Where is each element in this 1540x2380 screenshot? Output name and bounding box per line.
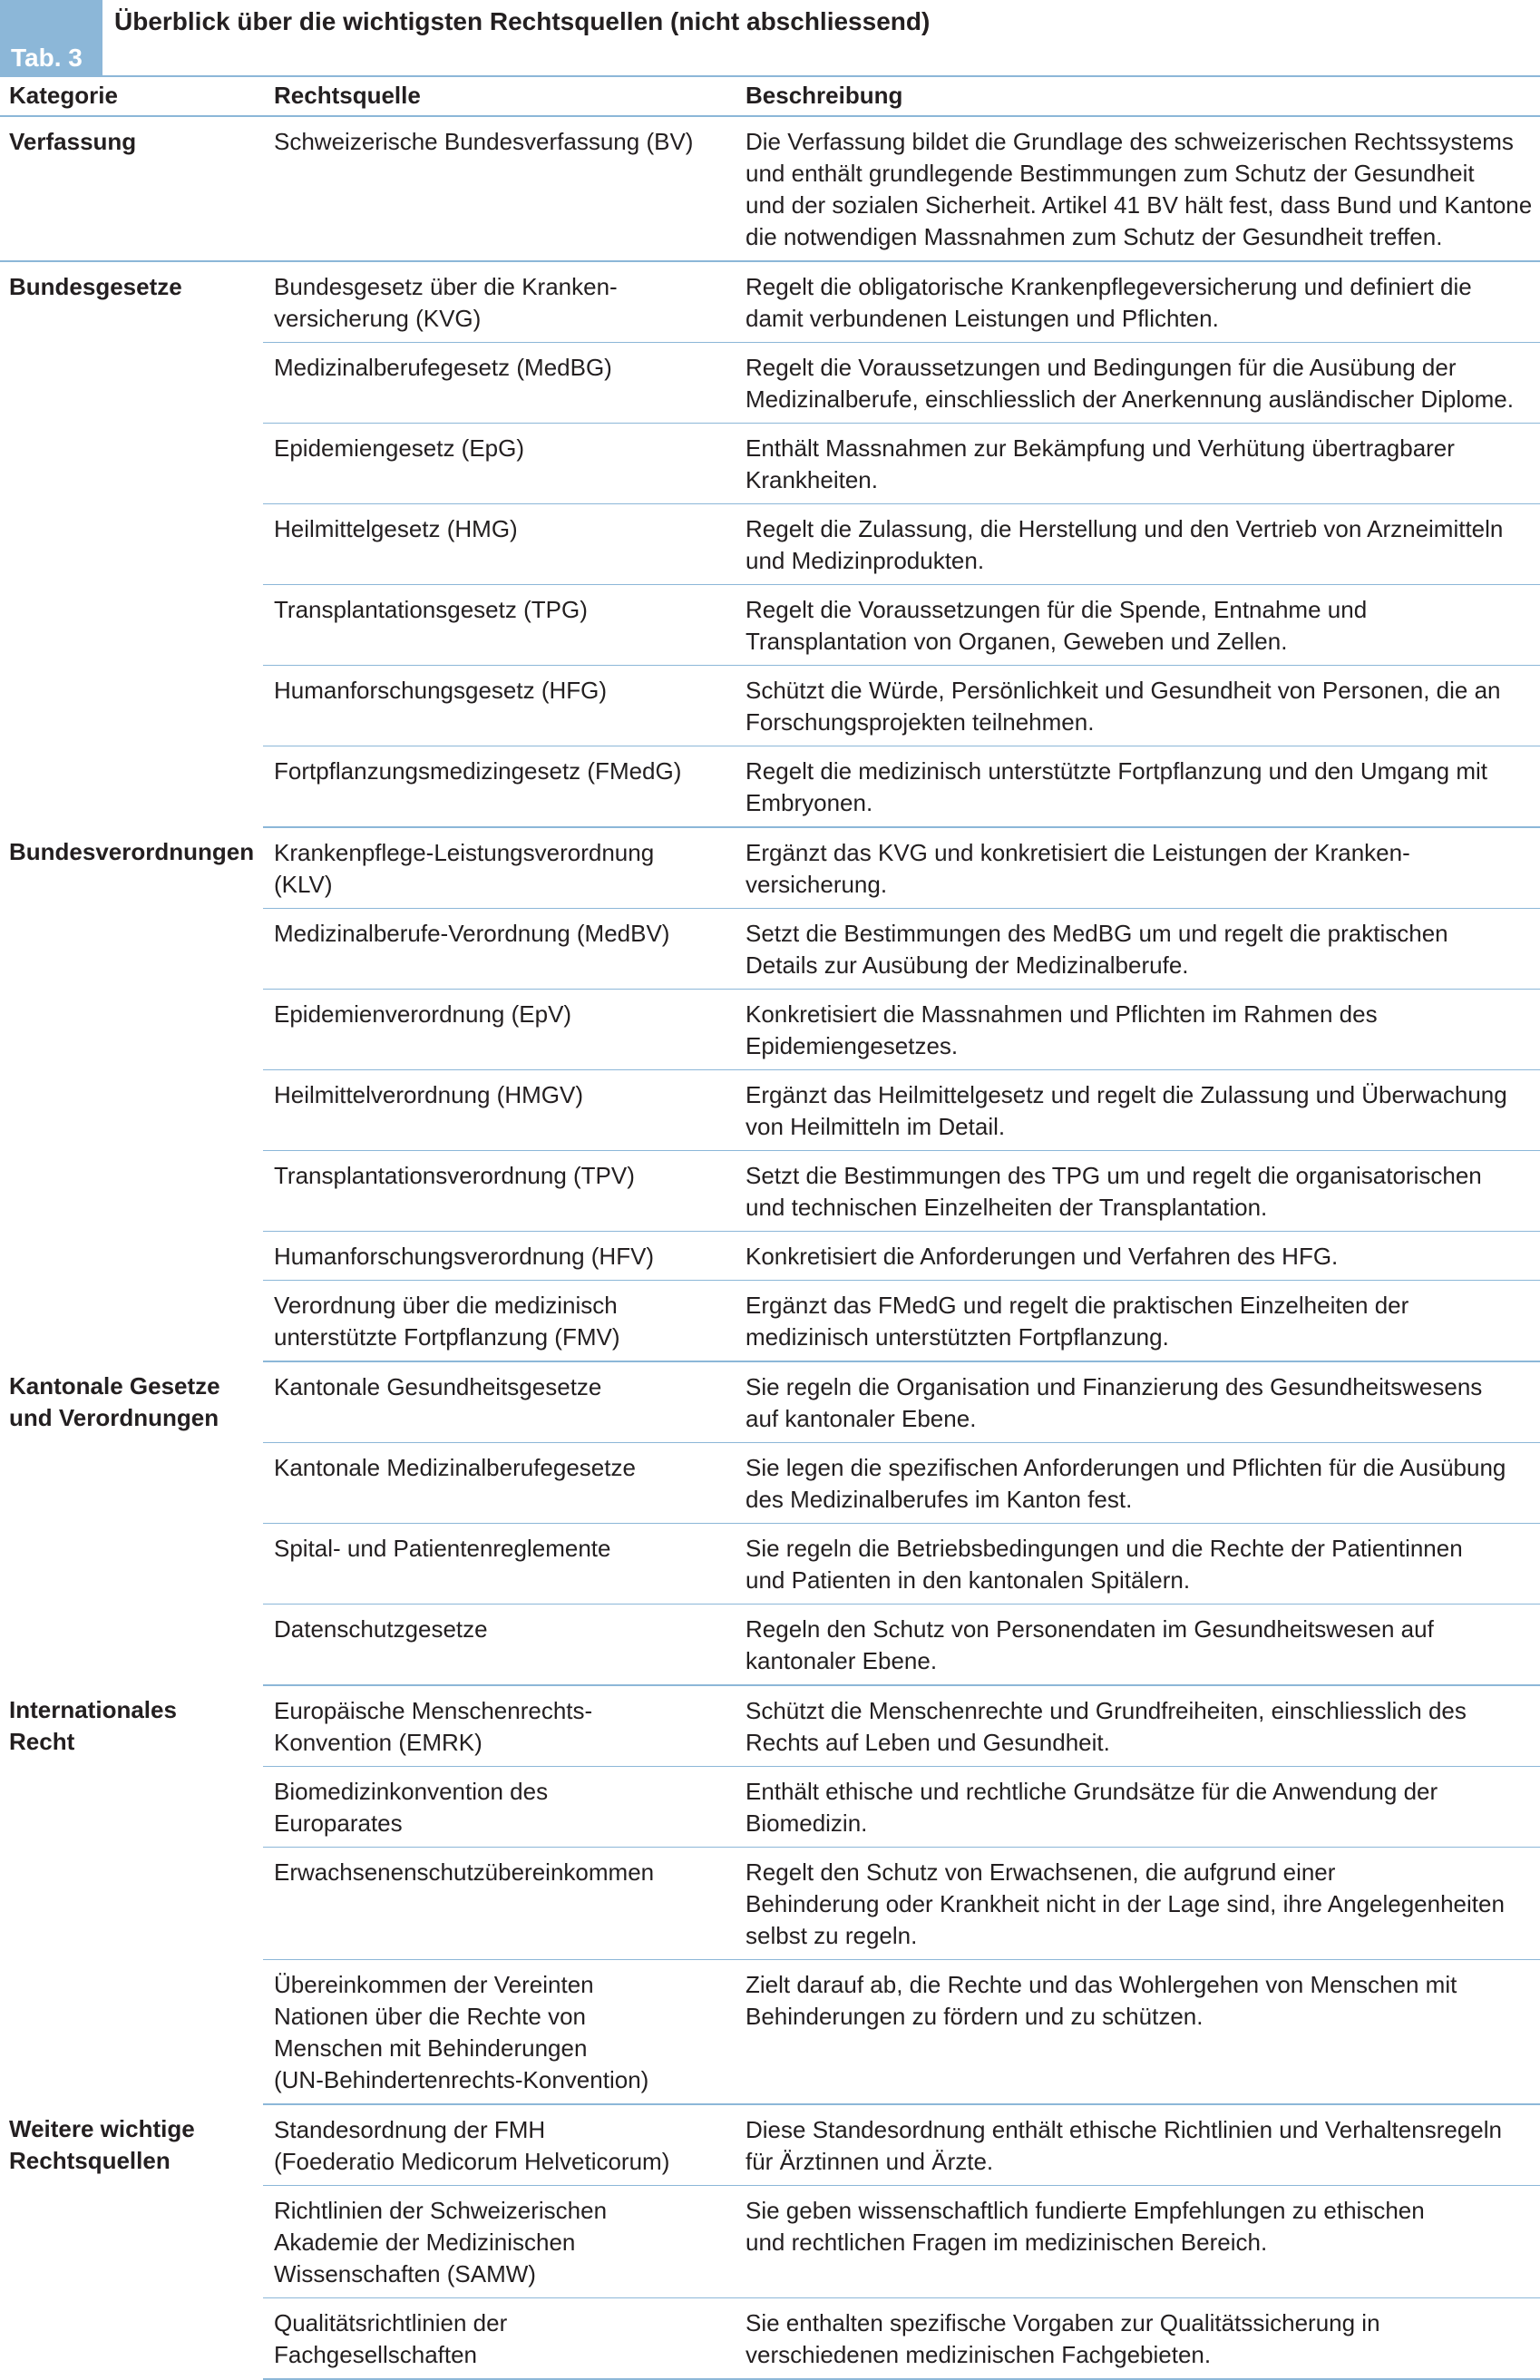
legal-source-description: Konkretisiert die Massnahmen und Pflichten im Rahmen des Epidemiengesetzes. <box>746 1000 1378 1059</box>
description-cell <box>735 666 1540 746</box>
legal-source-description: Zielt darauf ab, die Rechte und das Wohlergehen von Menschen mit Behinderungen zu fördern und zu schützen. <box>746 1971 1457 2030</box>
category-cell <box>0 261 263 827</box>
category-name: Bundesverordnungen <box>9 838 255 865</box>
legal-source-name: Europäische Menschenrechts- Konvention (EMRK) <box>274 1697 593 1756</box>
legal-source-name: Epidemienverordnung (EpV) <box>274 1000 572 1028</box>
legal-source-name: Kantonale Medizinalberufegesetze <box>274 1454 636 1481</box>
description-cell <box>735 261 1540 343</box>
source-cell <box>263 990 735 1070</box>
legal-source-name: Bundesgesetz über die Kranken- versicherung (KVG) <box>274 273 618 332</box>
description-cell <box>735 504 1540 585</box>
legal-source-name: Humanforschungsverordnung (HFV) <box>274 1243 655 1270</box>
legal-source-name: Medizinalberufe-Verordnung (MedBV) <box>274 920 670 947</box>
table-number-label: Tab. 3 <box>11 44 83 72</box>
legal-source-name: Transplantationsgesetz (TPG) <box>274 596 588 623</box>
legal-source-description: Konkretisiert die Anforderungen und Verfahren des HFG. <box>746 1243 1339 1270</box>
legal-source-name: Medizinalberufegesetz (MedBG) <box>274 354 612 381</box>
legal-source-description: Setzt die Bestimmungen des TPG um und regelt die organisatorischen und technischen Einzelheiten der Transplantation. <box>746 1162 1482 1221</box>
legal-source-name: Übereinkommen der Vereinten Nationen über die Rechte von Menschen mit Behinderungen (UN-Behindertenrechts-Konvention) <box>274 1971 649 2093</box>
source-cell <box>263 1960 735 2105</box>
source-cell <box>263 343 735 424</box>
source-cell <box>263 1443 735 1524</box>
description-cell <box>735 909 1540 990</box>
legal-source-description: Enthält ethische und rechtliche Grundsätze für die Anwendung der Biomedizin. <box>746 1778 1438 1837</box>
legal-source-name: Epidemiengesetz (EpG) <box>274 434 525 462</box>
legal-source-description: Regelt die Voraussetzungen für die Spende, Entnahme und Transplantation von Organen, Geweben und Zellen. <box>746 596 1368 655</box>
category-cell <box>0 116 263 261</box>
description-cell <box>735 1848 1540 1960</box>
table-row <box>0 827 1540 909</box>
legal-source-description: Sie legen die spezifischen Anforderungen und Pflichten für die Ausübung des Medizinalberufes im Kanton fest. <box>746 1454 1506 1513</box>
legal-source-description: Sie regeln die Betriebsbedingungen und die Rechte der Patientinnen und Patienten in den kantonalen Spitälern. <box>746 1535 1463 1594</box>
column-header-rechtsquelle: Rechtsquelle <box>263 77 735 116</box>
description-cell <box>735 1151 1540 1232</box>
legal-source-description: Regelt die Zulassung, die Herstellung und den Vertrieb von Arzneimitteln und Medizinprodukten. <box>746 515 1504 574</box>
description-cell <box>735 1960 1540 2105</box>
legal-source-description: Sie regeln die Organisation und Finanzierung des Gesundheitswesens auf kantonaler Ebene. <box>746 1373 1483 1432</box>
legal-source-name: Humanforschungsgesetz (HFG) <box>274 677 608 704</box>
legal-source-name: Kantonale Gesundheitsgesetze <box>274 1373 602 1400</box>
description-cell <box>735 1443 1540 1524</box>
description-cell <box>735 746 1540 828</box>
source-cell <box>263 424 735 504</box>
table-row <box>0 1361 1540 1443</box>
description-cell <box>735 1070 1540 1151</box>
description-cell <box>735 2186 1540 2298</box>
category-name: Kantonale Gesetze und Verordnungen <box>9 1372 220 1431</box>
legal-source-name: Biomedizinkonvention des Europarates <box>274 1778 549 1837</box>
legal-source-description: Die Verfassung bildet die Grundlage des schweizerischen Rechtssystems und enthält grundlegende Bestimmungen zum Schutz der Gesundheit und der sozialen Sicherheit. Artikel 41 BV hält fest, dass Bund und Kantone die notwendigen Massnahmen zum Schutz der Gesundheit treffen. <box>746 128 1533 250</box>
legal-source-description: Ergänzt das FMedG und regelt die praktischen Einzelheiten der medizinisch unterstützten Fortpflanzung. <box>746 1292 1409 1351</box>
source-cell <box>263 1361 735 1443</box>
legal-source-description: Regelt die Voraussetzungen und Bedingungen für die Ausübung der Medizinalberufe, einschliesslich der Anerkennung ausländischer Diplome. <box>746 354 1514 413</box>
source-cell <box>263 1524 735 1605</box>
source-cell <box>263 1767 735 1848</box>
category-name: Bundesgesetze <box>9 273 182 300</box>
legal-source-description: Sie geben wissenschaftlich fundierte Empfehlungen zu ethischen und rechtlichen Fragen im medizinischen Bereich. <box>746 2197 1425 2256</box>
source-cell <box>263 2298 735 2380</box>
description-cell <box>735 2298 1540 2380</box>
legal-source-description: Diese Standesordnung enthält ethische Richtlinien und Verhaltensregeln für Ärztinnen und Ärzte. <box>746 2116 1503 2175</box>
table-body <box>0 116 1540 2379</box>
description-cell <box>735 343 1540 424</box>
source-cell <box>263 1685 735 1767</box>
description-cell <box>735 116 1540 261</box>
table-row <box>0 2104 1540 2186</box>
description-cell <box>735 424 1540 504</box>
description-cell <box>735 1685 1540 1767</box>
source-cell <box>263 1232 735 1281</box>
legal-source-description: Schützt die Würde, Persönlichkeit und Gesundheit von Personen, die an Forschungsprojekten teilnehmen. <box>746 677 1501 736</box>
table-title: Überblick über die wichtigsten Rechtsquellen (nicht abschliessend) <box>114 7 931 35</box>
legal-source-name: Richtlinien der Schweizerischen Akademie der Medizinischen Wissenschaften (SAMW) <box>274 2197 608 2287</box>
legal-source-name: Erwachsenenschutzübereinkommen <box>274 1858 655 1886</box>
table-caption <box>0 0 1540 77</box>
source-cell <box>263 1151 735 1232</box>
description-cell <box>735 1281 1540 1362</box>
legal-source-description: Schützt die Menschenrechte und Grundfreiheiten, einschliesslich des Rechts auf Leben und Gesundheit. <box>746 1697 1467 1756</box>
legal-source-name: Schweizerische Bundesverfassung (BV) <box>274 128 694 155</box>
description-cell <box>735 827 1540 909</box>
table-header-row <box>0 77 1540 116</box>
legal-source-name: Heilmittelgesetz (HMG) <box>274 515 518 542</box>
column-header-kategorie: Kategorie <box>0 77 263 116</box>
legal-source-description: Ergänzt das Heilmittelgesetz und regelt die Zulassung und Überwachung von Heilmitteln im Detail. <box>746 1081 1507 1140</box>
legal-source-name: Krankenpflege-Leistungsverordnung (KLV) <box>274 839 655 898</box>
description-cell <box>735 990 1540 1070</box>
source-cell <box>263 2186 735 2298</box>
legal-source-description: Setzt die Bestimmungen des MedBG um und regelt die praktischen Details zur Ausübung der Medizinalberufe. <box>746 920 1448 979</box>
legal-source-description: Enthält Massnahmen zur Bekämpfung und Verhütung übertragbarer Krankheiten. <box>746 434 1455 493</box>
legal-source-name: Standesordnung der FMH (Foederatio Medicorum Helveticorum) <box>274 2116 670 2175</box>
table-number-badge <box>0 0 102 77</box>
source-cell <box>263 261 735 343</box>
legal-source-name: Datenschutzgesetze <box>274 1615 488 1643</box>
table-row <box>0 116 1540 261</box>
source-cell <box>263 666 735 746</box>
legal-source-description: Regelt die obligatorische Krankenpflegeversicherung und definiert die damit verbundenen Leistungen und Pflichten. <box>746 273 1472 332</box>
description-cell <box>735 1361 1540 1443</box>
table-row <box>0 1685 1540 1767</box>
description-cell <box>735 1605 1540 1686</box>
legal-source-description: Regeln den Schutz von Personendaten im Gesundheitswesen auf kantonaler Ebene. <box>746 1615 1434 1674</box>
legal-source-description: Regelt die medizinisch unterstützte Fortpflanzung und den Umgang mit Embryonen. <box>746 757 1487 816</box>
source-cell <box>263 1281 735 1362</box>
legal-sources-table <box>0 77 1540 2380</box>
category-cell <box>0 827 263 1361</box>
description-cell <box>735 585 1540 666</box>
source-cell <box>263 2104 735 2186</box>
description-cell <box>735 1524 1540 1605</box>
legal-source-name: Verordnung über die medizinisch unterstützte Fortpflanzung (FMV) <box>274 1292 620 1351</box>
legal-source-description: Ergänzt das KVG und konkretisiert die Leistungen der Kranken- versicherung. <box>746 839 1410 898</box>
category-name: Internationales Recht <box>9 1696 177 1755</box>
legal-source-description: Regelt den Schutz von Erwachsenen, die aufgrund einer Behinderung oder Krankheit nicht in der Lage sind, ihre Angelegenheiten selbst zu regeln. <box>746 1858 1505 1949</box>
description-cell <box>735 2104 1540 2186</box>
column-header-beschreibung: Beschreibung <box>735 77 1540 116</box>
description-cell <box>735 1232 1540 1281</box>
source-cell <box>263 116 735 261</box>
source-cell <box>263 827 735 909</box>
category-cell <box>0 1361 263 1685</box>
source-cell <box>263 746 735 828</box>
source-cell <box>263 1605 735 1686</box>
source-cell <box>263 504 735 585</box>
source-cell <box>263 1848 735 1960</box>
category-name: Weitere wichtige Rechtsquellen <box>9 2115 195 2174</box>
source-cell <box>263 1070 735 1151</box>
category-cell <box>0 2104 263 2379</box>
legal-source-name: Spital- und Patientenreglemente <box>274 1535 611 1562</box>
source-cell <box>263 909 735 990</box>
legal-source-name: Qualitätsrichtlinien der Fachgesellschaften <box>274 2309 508 2368</box>
source-cell <box>263 585 735 666</box>
category-name: Verfassung <box>9 128 137 155</box>
category-cell <box>0 1685 263 2104</box>
legal-source-name: Heilmittelverordnung (HMGV) <box>274 1081 583 1108</box>
table-row <box>0 261 1540 343</box>
legal-source-description: Sie enthalten spezifische Vorgaben zur Qualitätssicherung in verschiedenen medizinischen Fachgebieten. <box>746 2309 1380 2368</box>
description-cell <box>735 1767 1540 1848</box>
legal-source-name: Transplantationsverordnung (TPV) <box>274 1162 635 1189</box>
legal-source-name: Fortpflanzungsmedizingesetz (FMedG) <box>274 757 682 785</box>
